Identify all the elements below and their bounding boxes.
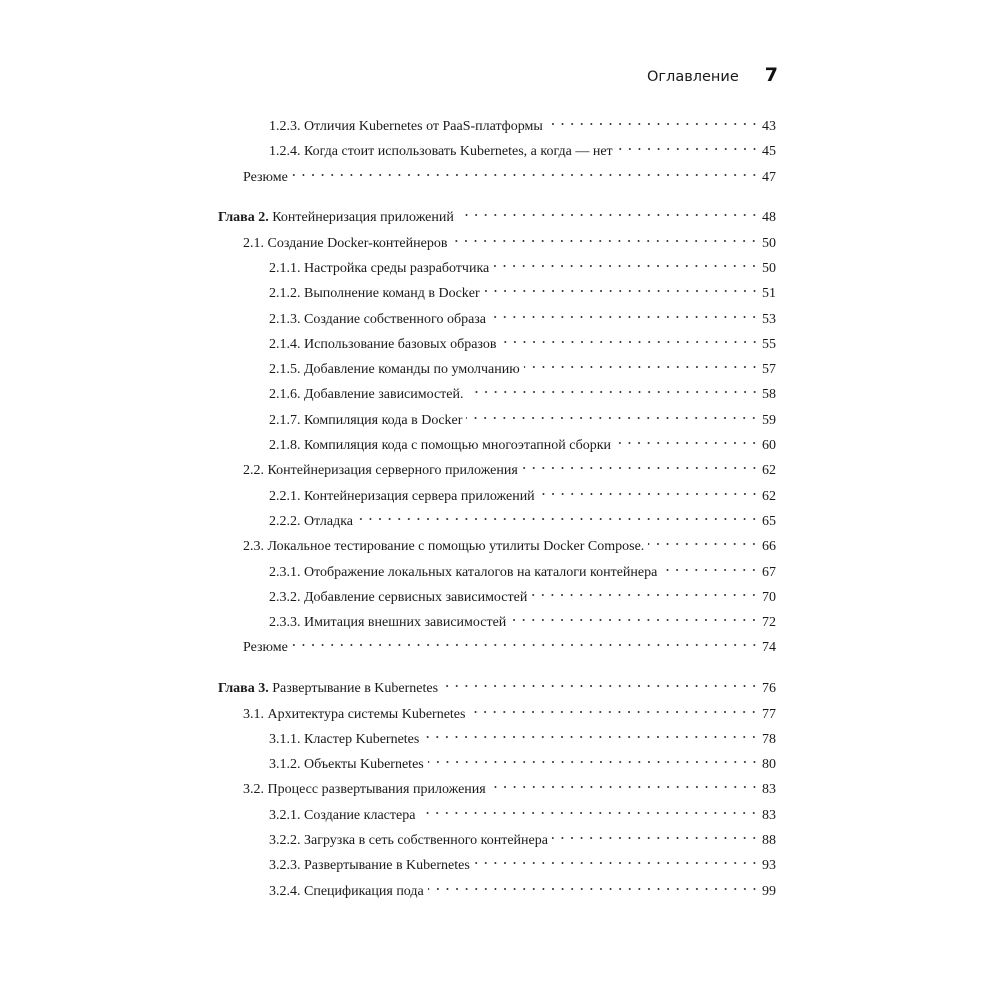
toc-entry-title: Контейнеризация сервера приложений [304,488,535,504]
toc-entry-page: 50 [762,260,776,276]
toc-section-entry [218,702,776,727]
toc-entry-text [269,382,464,407]
dot-leader [490,784,759,790]
toc-entry-text [269,853,470,878]
toc-subsection-entry [218,281,776,306]
toc-entry-title: Кластер Kubernetes [304,731,420,747]
toc-entry-number: 3.2. [243,782,264,798]
toc-entry-title: Выполнение команд в Docker [304,286,480,302]
toc-entry-text [269,585,527,610]
toc-entry-page: 47 [762,169,776,185]
toc-entry-number: 3.2.2. [269,833,301,849]
toc-entry-page: 53 [762,311,776,327]
toc-entry-page: 76 [762,681,776,697]
dot-leader [469,709,759,715]
dot-leader [468,389,759,395]
toc-entry-title: Создание Docker-контейнеров [267,235,448,251]
dot-leader [451,238,759,244]
dot-leader [522,465,759,471]
toc-entry-number: 2.1.4. [269,336,301,352]
toc-entry-page: 62 [762,463,776,479]
toc-entry-text [269,114,543,139]
toc-entry-page: 50 [762,235,776,251]
dot-leader [524,364,759,370]
toc-entry-page: 70 [762,589,776,605]
toc-entry-page: 88 [762,833,776,849]
toc-entry-number: Глава 3. [218,681,269,697]
toc-subsection-entry [218,307,776,332]
toc-entry-text [243,777,486,802]
toc-section-entry [218,231,776,256]
toc-entry-page: 59 [762,412,776,428]
toc-entry-number: 2.1.2. [269,286,301,302]
dot-leader [357,516,759,522]
toc-entry-text [269,408,462,433]
toc-entry-number: 2.2. [243,463,264,479]
toc-subsection-entry [218,752,776,777]
toc-entry-number: 3.1.1. [269,731,301,747]
toc-subsection-entry [218,357,776,382]
toc-entry-page: 65 [762,513,776,529]
toc-entry-number: 2.1.5. [269,362,301,378]
toc-entry-page: 48 [762,210,776,226]
toc-subsection-entry [218,879,776,904]
toc-entry-title: Отображение локальных каталогов на каталоги контейнера [304,564,658,580]
toc-entry-number: 2.1.1. [269,260,301,276]
toc-entry-number: 1.2.3. [269,119,301,134]
toc-entry-title: Развертывание в Kubernetes [304,858,470,874]
toc-entry-text [269,560,657,585]
toc-entry-text [218,205,454,230]
toc-subsection-entry [218,509,776,534]
toc-entry-title: Компиляция кода в Docker [304,412,463,428]
dot-leader [428,759,759,765]
dot-leader [466,415,759,421]
toc-entry-title: Добавление зависимостей. [304,387,464,403]
toc-entry-page: 58 [762,387,776,403]
toc-entry-title: Объекты Kubernetes [304,757,424,773]
toc-entry-title: Добавление сервисных зависимостей [304,589,528,605]
dot-leader [292,642,759,648]
dot-leader [292,172,759,178]
toc-entry-page: 60 [762,438,776,454]
toc-entry-title: Создание собственного образа [304,311,487,327]
dot-leader [661,567,759,573]
dot-leader [552,835,759,841]
dot-leader [419,810,759,816]
toc-entry-page: 83 [762,782,776,798]
toc-entry-page: 80 [762,757,776,773]
toc-entry-title: Использование базовых образов [304,336,497,352]
toc-entry-title: Резюме [243,640,288,656]
toc-entry-number: 2.3.2. [269,589,301,605]
toc-entry-page: 57 [762,362,776,378]
toc-subsection-entry [218,332,776,357]
dot-leader [442,683,759,689]
toc-subsection-entry [218,560,776,585]
running-head-title: Оглавление [647,69,739,85]
toc-entry-text [243,702,465,727]
toc-entry-title: Добавление команды по умолчанию [304,362,520,378]
toc-entry-title: Настройка среды разработчика [304,260,490,276]
toc-entry-number: 3.1. [243,706,264,722]
toc-entry-page: 93 [762,858,776,874]
toc-entry-title: Когда стоит использовать Kubernetes, а когда — нет [304,144,613,160]
toc-subsection-entry [218,484,776,509]
toc-entry-title: Резюме [243,169,288,185]
toc-entry-page: 66 [762,539,776,555]
toc-entry-text [269,256,489,281]
dot-leader [501,339,760,345]
toc-entry-text [243,635,288,660]
toc-subsection-entry [218,828,776,853]
toc-section-entry [218,534,776,559]
toc-entry-text [269,828,548,853]
toc-entry-number: 1.2.4. [269,144,301,160]
toc-entry-title: Локальное тестирование с помощью утилиты Docker Compose. [267,539,645,555]
toc-entry-page: 72 [762,615,776,631]
toc-entry-number: 2.1.6. [269,387,301,403]
toc-entry-number: 2.2.1. [269,488,301,504]
toc-subsection-entry [218,114,776,139]
dot-leader [531,592,759,598]
dot-leader [490,314,759,320]
toc-entry-page: 51 [762,286,776,302]
toc-entry-number: 3.1.2. [269,757,301,773]
toc-subsection-entry [218,139,776,164]
toc-entry-number: 3.2.4. [269,883,301,899]
toc-entry-number: 2.1.8. [269,438,301,454]
dot-leader [539,491,759,497]
toc-subsection-entry [218,408,776,433]
toc-entry-number: 2.3.1. [269,564,301,580]
toc-entry-title: Компиляция кода с помощью многоэтапной сборки [304,438,612,454]
toc-entry-text [269,433,611,458]
toc-entry-text [243,231,447,256]
toc-entry-title: Процесс развертывания приложения [267,782,486,798]
toc-entry-number: Глава 2. [218,210,269,226]
toc-entry-number: 2.2.2. [269,513,301,529]
table-of-contents [218,114,776,904]
toc-subsection-entry [218,727,776,752]
toc-entry-text [269,803,415,828]
dot-leader [617,146,759,152]
toc-entry-text [269,307,486,332]
dot-leader [484,288,759,294]
toc-entry-title: Создание кластера [304,807,416,823]
toc-subsection-entry [218,433,776,458]
toc-entry-page: 67 [762,564,776,580]
toc-entry-number: 2.1.7. [269,412,301,428]
toc-entry-page: 55 [762,336,776,352]
toc-entry-text [269,357,520,382]
toc-section-entry [218,635,776,660]
toc-entry-text [269,484,535,509]
toc-entry-number: 3.2.3. [269,858,301,874]
toc-section-entry [218,458,776,483]
page-number: 7 [764,64,778,86]
toc-entry-text [269,879,424,904]
dot-leader [547,121,759,127]
dot-leader [428,886,759,892]
toc-entry-page: 77 [762,706,776,722]
toc-entry-title: Контейнеризация приложений [272,210,454,226]
toc-entry-number: 2.1. [243,235,264,251]
toc-section-entry [218,777,776,802]
toc-entry-text [269,727,419,752]
toc-entry-title: Отличия Kubernetes от PaaS-платформы [304,119,543,134]
toc-entry-title: Развертывание в Kubernetes [272,681,439,697]
dot-leader [423,734,759,740]
toc-entry-title: Спецификация пода [304,883,424,899]
toc-section-entry [218,165,776,190]
toc-entry-text [218,676,438,701]
toc-entry-text [269,610,506,635]
dot-leader [474,860,759,866]
toc-subsection-entry [218,803,776,828]
toc-entry-title: Загрузка в сеть собственного контейнера [304,833,548,849]
toc-entry-text [269,139,613,164]
toc-entry-page: 99 [762,883,776,899]
toc-entry-text [243,534,644,559]
toc-entry-text [269,281,480,306]
toc-entry-text [269,752,424,777]
toc-entry-number: 3.2.1. [269,807,301,823]
toc-subsection-entry [218,853,776,878]
dot-leader [648,541,759,547]
toc-entry-title: Имитация внешних зависимостей [304,615,507,631]
toc-chapter-entry [218,676,776,701]
toc-chapter-entry [218,205,776,230]
toc-entry-page: 78 [762,731,776,747]
toc-subsection-entry [218,610,776,635]
toc-entry-page: 74 [762,640,776,656]
toc-subsection-entry [218,585,776,610]
toc-entry-title: Контейнеризация серверного приложения [267,463,518,479]
running-head [647,64,778,86]
toc-entry-page: 45 [762,144,776,160]
toc-entry-title: Отладка [304,513,354,529]
dot-leader [510,617,759,623]
dot-leader [615,440,759,446]
toc-entry-number: 2.1.3. [269,311,301,327]
toc-subsection-entry [218,382,776,407]
toc-subsection-entry [218,256,776,281]
dot-leader [493,263,759,269]
toc-entry-title: Архитектура системы Kubernetes [267,706,466,722]
toc-entry-text [243,165,288,190]
toc-entry-text [269,509,353,534]
toc-entry-text [269,332,497,357]
toc-entry-page: 83 [762,807,776,823]
toc-entry-page: 43 [762,119,776,134]
toc-entry-number: 2.3.3. [269,615,301,631]
dot-leader [458,212,759,218]
toc-entry-page: 62 [762,488,776,504]
toc-entry-number: 2.3. [243,539,264,555]
toc-entry-text [243,458,518,483]
